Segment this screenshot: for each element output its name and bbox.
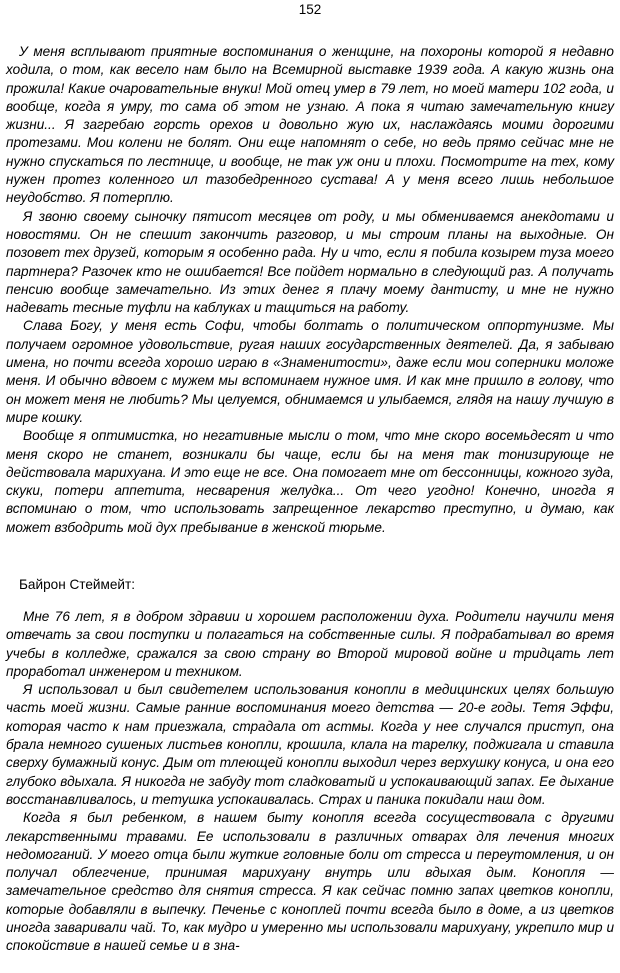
- paragraph: У меня всплывают приятные воспоминания о женщине, на похороны которой я недавно ходила, о том, как весело нам было на Всемирной выставке 1939 года. А какую жизнь она прожила! Какие очаровательные внуки! Мой отец умер в 79 лет, но моей матери 102 года, и вообще, когда я умру, то сама об этом не узнаю. А пока я читаю замечательную книгу жизни... Я загребаю горсть орехов и довольно жую их, наслаждаясь моими дорогими протезами. Мои колени не болят. Они еще напомнят о себе, но ведь прямо сейчас мне не нужно спускаться по лестнице, и вообще, не так уж они и плохи. Посмотрите на тех, кому нужен протез коленного ил тазобедренного сустава! А у меня всего лишь небольшое неудобство. Я потерплю.: [6, 44, 614, 206]
- paragraph: Я использовал и был свидетелем использования конопли в медицинских целях большую часть моей жизни. Самые ранние воспоминания моего детства — 20-е годы. Тетя Эффи, которая часто к нам приезжала, страдала от астмы. Когда у нее случался приступ, она брала немного сушеных листьев конопли, крошила, клала на тарелку, поджигала и ставила сверху бумажный конус. Дым от тлеющей конопли выходил через верхушку конуса, и она его глубоко вдыхала. Я никогда не забуду тот сладковатый и успокаивающий запах. Ее дыхание восстанавливалось, и тетушка успокаивалась. Страх и паника покидали наш дом.: [6, 682, 614, 807]
- section-one-text: [6, 43, 614, 537]
- section-heading: Байрон Стеймейт:: [19, 577, 136, 592]
- page-number: 152: [298, 2, 322, 17]
- section-two-text: [6, 608, 614, 956]
- paragraph: Когда я был ребенком, в нашем быту конопля всегда сосуществовала с другими лекарственными травами. Ее использовали в различных отварах для лечения многих недомоганий. У моего отца были жуткие головные боли от стресса и переутомления, и он получал облегчение, принимая марихуану внутрь или вдыхая дым. Конопля — замечательное средство для снятия стресса. Я как сейчас помню запах цветков конопли, которые добавляли в выпечку. Печенье с коноплей почти всегда было в доме, а из цветков иногда заваривали чай. То, как мудро и умеренно мы использовали марихуану, укрепило мир и спокойствие в нашей семье и в зна-: [6, 810, 614, 954]
- paragraph: Я звоню своему сыночку пятисот месяцев от роду, и мы обмениваемся анекдотами и новостями. Он не спешит закончить разговор, и мы строим планы на выходные. Он позовет тех друзей, которым я особенно рада. Ну и что, если я побила козырем туза моего партнера? Разочек кто не ошибается! Все пойдет нормально в следующий раз. А получать пенсию вообще замечательно. Из этих денег я плачу моему дантисту, и мне не нужно надевать тесные туфли на каблуках и тащиться на работу.: [6, 208, 614, 316]
- paragraph: Вообще я оптимистка, но негативные мысли о том, что мне скоро восемьдесят и что меня скоро не станет, возникали бы чаще, если бы на меня так тонизирующе не действовала марихуана. И это еще не все. Она помогает мне от бессонницы, кожного зуда, скуки, потери аппетита, несварения желудка... От чего угодно! Конечно, иногда я вспоминаю о том, что использовать запрещенное лекарство преступно, и думаю, как может взбодрить мой дух пребывание в женской тюрьме.: [6, 428, 614, 535]
- paragraph: Мне 76 лет, я в добром здравии и хорошем расположении духа. Родители научили меня отвечать за свои поступки и полагаться на собственные силы. Я подрабатывал во время учебы в колледже, сражался за свою страну во Второй мировой войне и тридцать лет проработал инженером и техником.: [6, 609, 614, 679]
- paragraph: Слава Богу, у меня есть Софи, чтобы болтать о политическом оппортунизме. Мы получаем огромное удовольствие, ругая наших государственных деятелей. Да, я забываю имена, но почти всегда хорошо играю в «Знаменитости», даже если мои соперники моложе меня. И обычно вдвоем с мужем мы вспоминаем нужное имя. И как мне пришло в голову, что он может меня не любить? Мы целуемся, обнимаемся и улыбаемся, глядя на нашу лучшую в мире кошку.: [6, 318, 614, 425]
